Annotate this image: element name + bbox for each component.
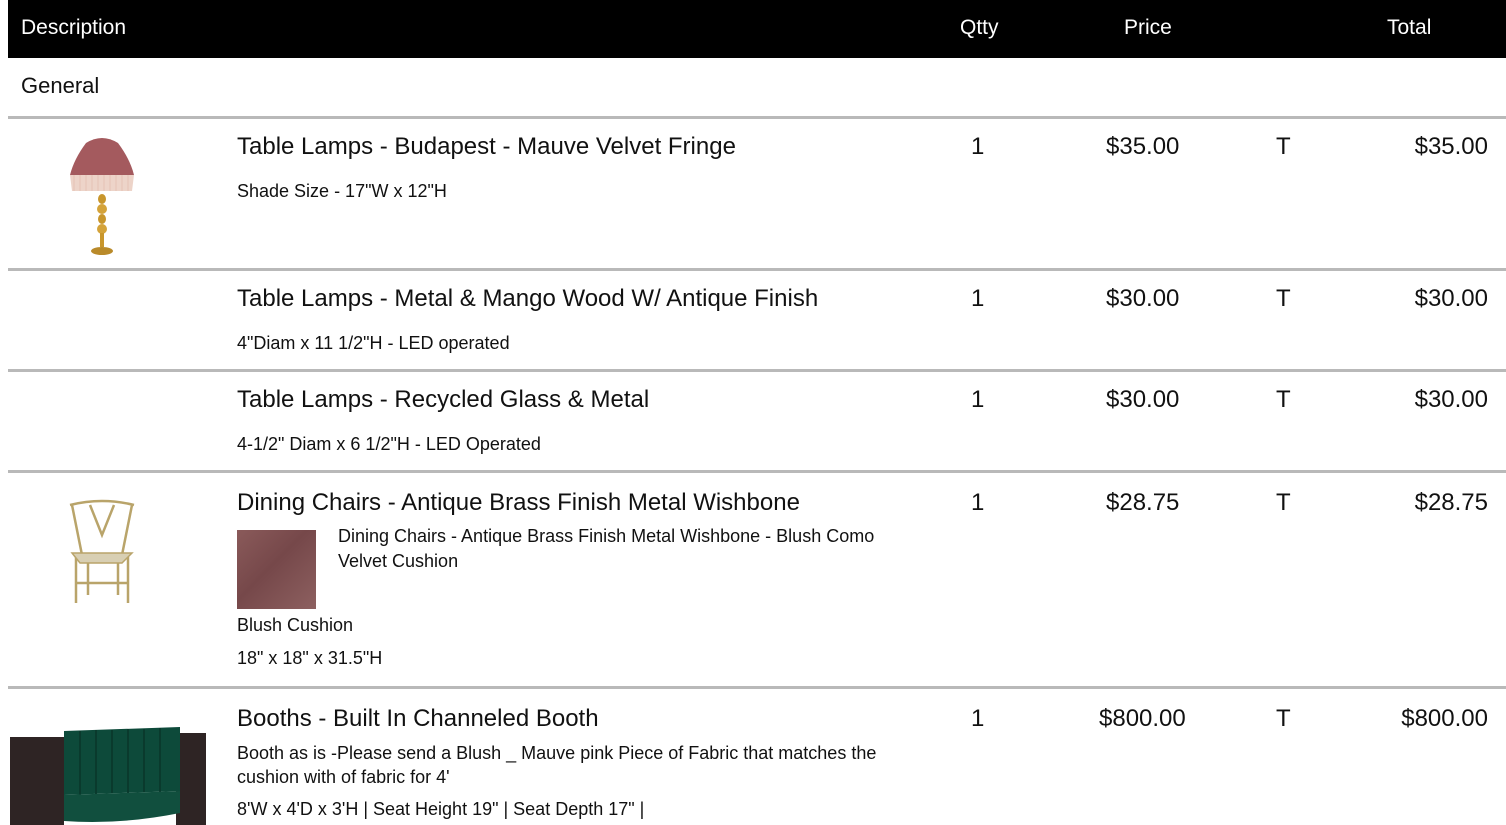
item-detail: Shade Size - 17"W x 12"H — [237, 181, 447, 201]
item-price: $800.00 — [1099, 705, 1186, 732]
item-option-label: Blush Cushion — [237, 615, 354, 635]
item-detail: 18" x 18" x 31.5"H — [237, 648, 383, 668]
dining-chair-image — [62, 495, 142, 607]
item-qty: 1 — [971, 285, 985, 312]
divider — [8, 686, 1506, 689]
item-detail: 4"Diam x 11 1/2"H - LED operated — [237, 333, 510, 353]
item-tax: T — [1276, 133, 1291, 160]
section-title-general: General — [21, 73, 100, 98]
header-price: Price — [1124, 16, 1172, 39]
divider — [8, 470, 1506, 473]
item-total: $35.00 — [1414, 133, 1488, 160]
item-total: $30.00 — [1414, 285, 1488, 312]
item-detail: 8'W x 4'D x 3'H | Seat Height 19" | Seat Depth 17" | — [237, 799, 645, 819]
item-title: Table Lamps - Metal & Mango Wood W/ Antique Finish — [237, 285, 819, 312]
item-option-text: Dining Chairs - Antique Brass Finish Metal Wishbone - Blush Como Velvet Cushion — [338, 526, 875, 571]
item-total: $800.00 — [1401, 705, 1488, 732]
item-qty: 1 — [971, 705, 985, 732]
table-header — [8, 0, 1506, 58]
table-lamp-image — [66, 135, 138, 257]
item-price: $35.00 — [1106, 133, 1180, 160]
divider — [8, 268, 1506, 271]
divider — [8, 369, 1506, 372]
item-qty: 1 — [971, 489, 985, 516]
item-tax: T — [1276, 489, 1291, 516]
item-total: $30.00 — [1414, 386, 1488, 413]
header-qty: Qtty — [960, 16, 999, 39]
item-price: $28.75 — [1106, 489, 1180, 516]
booth-image — [10, 721, 206, 825]
item-title: Dining Chairs - Antique Brass Finish Metal Wishbone — [237, 489, 800, 516]
item-price: $30.00 — [1106, 386, 1180, 413]
item-tax: T — [1276, 386, 1291, 413]
item-total: $28.75 — [1414, 489, 1488, 516]
item-qty: 1 — [971, 133, 985, 160]
item-detail: 4-1/2" Diam x 6 1/2"H - LED Operated — [237, 434, 541, 454]
item-note: Booth as is -Please send a Blush _ Mauve pink Piece of Fabric that matches the cushion with of fabric for 4' — [237, 743, 877, 787]
item-title: Table Lamps - Budapest - Mauve Velvet Fringe — [237, 133, 736, 160]
item-tax: T — [1276, 705, 1291, 732]
item-title: Booths - Built In Channeled Booth — [237, 705, 599, 732]
item-title: Table Lamps - Recycled Glass & Metal — [237, 386, 650, 413]
header-description: Description — [21, 16, 127, 39]
header-total: Total — [1387, 16, 1432, 39]
divider — [8, 116, 1506, 119]
item-qty: 1 — [971, 386, 985, 413]
fabric-swatch — [237, 530, 316, 609]
item-tax: T — [1276, 285, 1291, 312]
item-price: $30.00 — [1106, 285, 1180, 312]
